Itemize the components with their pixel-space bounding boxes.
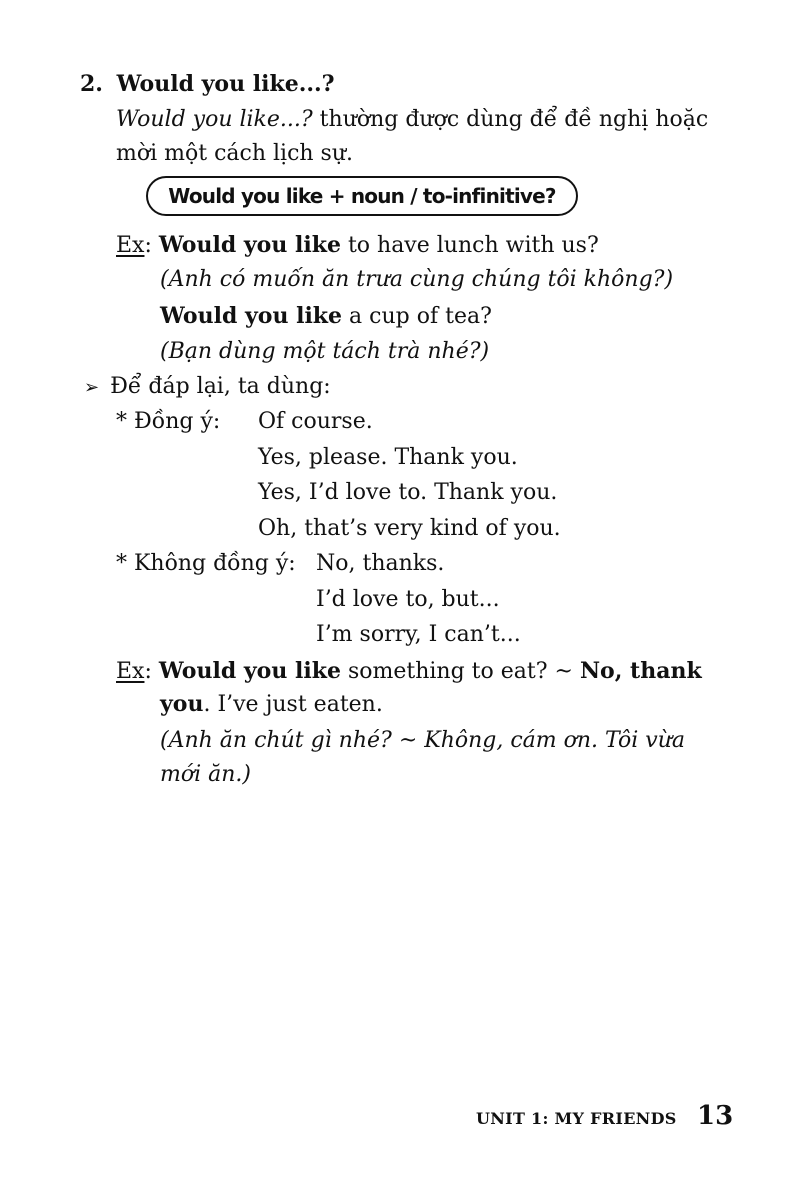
ex2-translation: (Bạn dùng một tách trà nhé?) bbox=[160, 339, 490, 364]
arrow-bullet-icon: ➢ bbox=[84, 377, 100, 398]
ex-sep: : bbox=[144, 659, 152, 684]
ex1-rest: to have lunch with us? bbox=[340, 233, 599, 258]
disagree-item: No, thanks. bbox=[316, 551, 445, 576]
example1-line-2 bbox=[160, 302, 492, 331]
example1-line-1 bbox=[116, 231, 599, 260]
ex1-bold: Would you like bbox=[158, 232, 341, 258]
ex3-reply-bold: No, thank bbox=[579, 658, 702, 684]
ex1-translation: (Anh có muốn ăn trưa cùng chúng tôi không?) bbox=[160, 267, 674, 292]
example2-line-1 bbox=[116, 657, 702, 686]
ex-sep: : bbox=[144, 233, 152, 258]
ex3-translation-1: (Anh ăn chút gì nhé? ~ Không, cám ơn. Tôi vừa bbox=[160, 728, 685, 753]
disagree-item: I’d love to, but... bbox=[316, 587, 500, 612]
example2-line-2 bbox=[160, 690, 383, 719]
ex3-translation-2: mới ăn.) bbox=[160, 762, 251, 787]
intro-line-1 bbox=[116, 106, 708, 134]
disagree-item: I’m sorry, I can’t... bbox=[316, 622, 521, 647]
section-heading bbox=[80, 70, 335, 98]
ex-label: Ex bbox=[116, 233, 145, 258]
section-number: 2. bbox=[80, 71, 103, 97]
ex3-mid: something to eat? ~ bbox=[340, 659, 580, 684]
ex3-bold: Would you like bbox=[158, 658, 341, 684]
agree-item: Of course. bbox=[258, 409, 373, 434]
intro-italic: Would you like...? bbox=[116, 107, 313, 132]
agree-item: Yes, I’d love to. Thank you. bbox=[258, 480, 558, 505]
ex2-rest: a cup of tea? bbox=[342, 304, 492, 329]
intro-line-2: mời một cách lịch sự. bbox=[116, 141, 354, 166]
page-number: 13 bbox=[697, 1101, 734, 1131]
responses-intro-line bbox=[84, 373, 331, 402]
ex-label: Ex bbox=[116, 659, 145, 684]
footer-unit-title: UNIT 1: MY FRIENDS bbox=[476, 1109, 677, 1128]
intro-rest: thường được dùng để đề nghị hoặc bbox=[312, 107, 709, 132]
disagree-label: * Không đồng ý: bbox=[116, 551, 296, 576]
formula-box: Would you like + noun / to-infinitive? bbox=[146, 176, 578, 216]
ex3-reply-bold-2: you bbox=[160, 691, 204, 717]
section-title: Would you like...? bbox=[116, 71, 335, 97]
agree-item: Yes, please. Thank you. bbox=[258, 445, 518, 470]
agree-item: Oh, that’s very kind of you. bbox=[258, 516, 561, 541]
agree-label: * Đồng ý: bbox=[116, 409, 221, 434]
responses-intro: Để đáp lại, ta dùng: bbox=[110, 374, 331, 399]
ex3-rest: . I’ve just eaten. bbox=[203, 692, 383, 717]
ex2-bold: Would you like bbox=[160, 303, 343, 329]
